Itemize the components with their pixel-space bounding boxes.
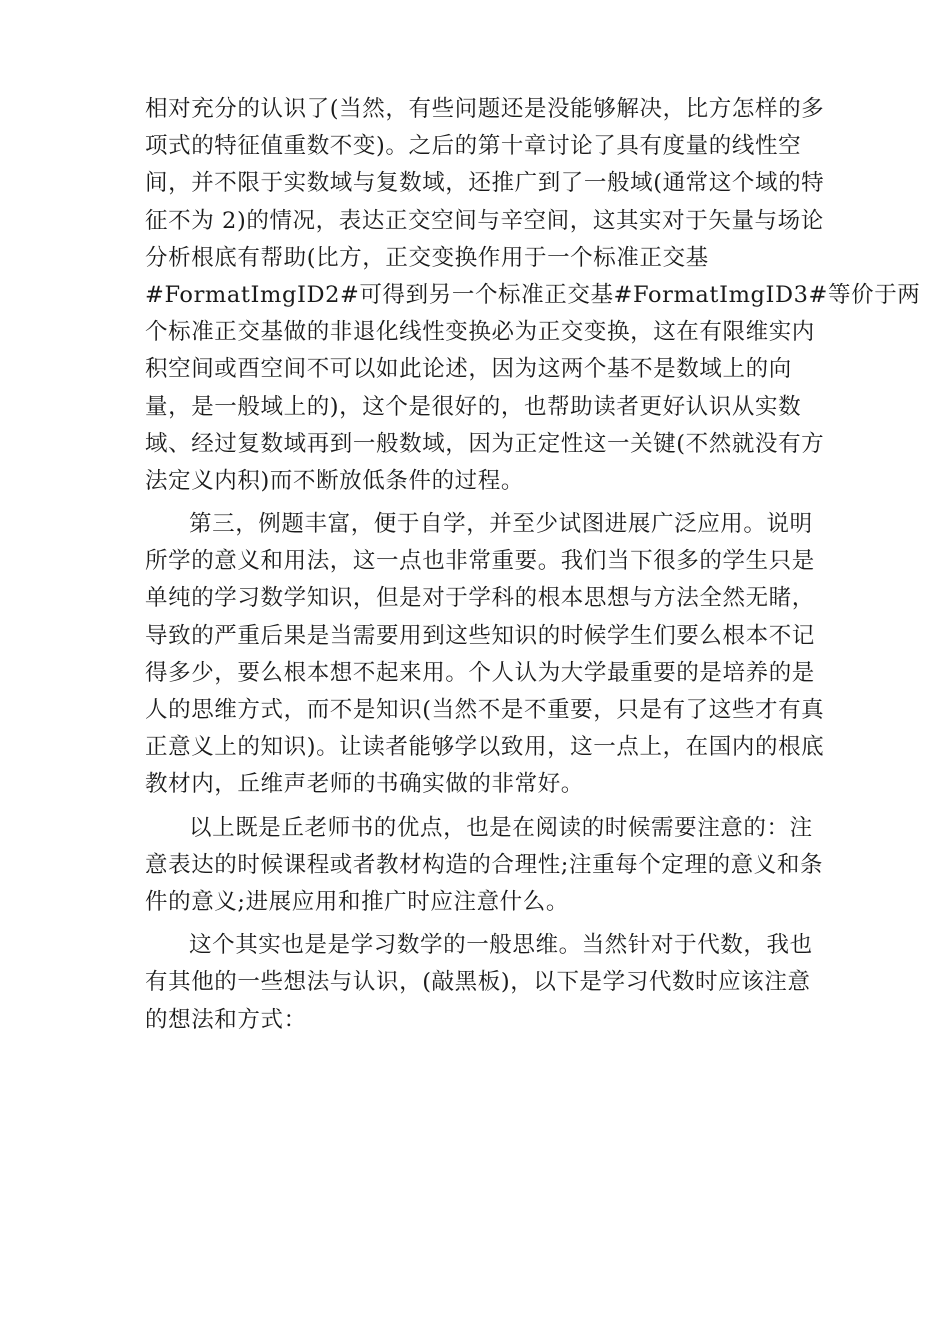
text-line: 法定义内积)而不断放低条件的过程。 [145, 467, 524, 494]
text-line: 量，是一般域上的)，这个是很好的，也帮助读者更好认识从实数 [145, 393, 802, 420]
text-line: 个标准正交基做的非退化线性变换必为正交变换，这在有限维实内 [145, 319, 815, 346]
text-line: 分析根底有帮助(比方，正交变换作用于一个标准正交基 [145, 244, 709, 271]
text-line: 积空间或酉空间不可以如此论述，因为这两个基不是数域上的向 [145, 356, 792, 383]
text-line: 所学的意义和用法，这一点也非常重要。我们当下很多的学生只是 [145, 548, 815, 575]
text-line: 间，并不限于实数域与复数域，还推广到了一般域(通常这个域的特 [145, 170, 825, 197]
text-line: 单纯的学习数学知识，但是对于学科的根本思想与方法全然无睹， [145, 585, 815, 612]
text-line: 项式的特征值重数不变)。之后的第十章讨论了具有度量的线性空 [145, 133, 802, 160]
text-line: 导致的严重后果是当需要用到这些知识的时候学生们要么根本不记 [145, 622, 815, 649]
paragraph-general-thinking [145, 927, 813, 1039]
document-body [145, 91, 921, 1039]
paragraph-continued [145, 91, 921, 500]
text-line: 人的思维方式，而不是知识(当然不是不重要，只是有了这些才有真 [145, 697, 825, 723]
text-line: 的想法和方式： [145, 1006, 307, 1033]
text-line: 件的意义;进展应用和推广时应注意什么。 [145, 888, 569, 915]
text-line: 这个其实也是是学习数学的一般思维。当然针对于代数，我也 [189, 932, 813, 959]
text-line: 相对充分的认识了(当然，有些问题还是没能够解决，比方怎样的多 [145, 96, 825, 122]
text-line: 第三，例题丰富，便于自学，并至少试图进展广泛应用。说明 [189, 511, 813, 538]
text-line: #FormatImgID2#可得到另一个标准正交基#FormatImgID3#等价于两 [145, 281, 921, 308]
paragraph-summary [145, 810, 824, 922]
paragraph-third-point [145, 506, 825, 804]
text-line: 以上既是丘老师书的优点，也是在阅读的时候需要注意的：注 [189, 814, 813, 841]
text-line: 得多少，要么根本想不起来用。个人认为大学最重要的是培养的是 [145, 659, 815, 686]
text-line: 正意义上的知识)。让读者能够学以致用，这一点上，在国内的根底 [145, 734, 825, 761]
text-line: 域、经过复数域再到一般数域，因为正定性这一关键(不然就没有方 [145, 430, 825, 457]
text-line: 征不为 2)的情况，表达正交空间与辛空间，这其实对于矢量与场论 [145, 207, 824, 234]
text-line: 教材内，丘维声老师的书确实做的非常好。 [145, 771, 584, 798]
text-line: 意表达的时候课程或者教材构造的合理性;注重每个定理的意义和条 [145, 851, 824, 878]
text-line: 有其他的一些想法与认识，(敲黑板)，以下是学习代数时应该注意 [145, 969, 811, 996]
